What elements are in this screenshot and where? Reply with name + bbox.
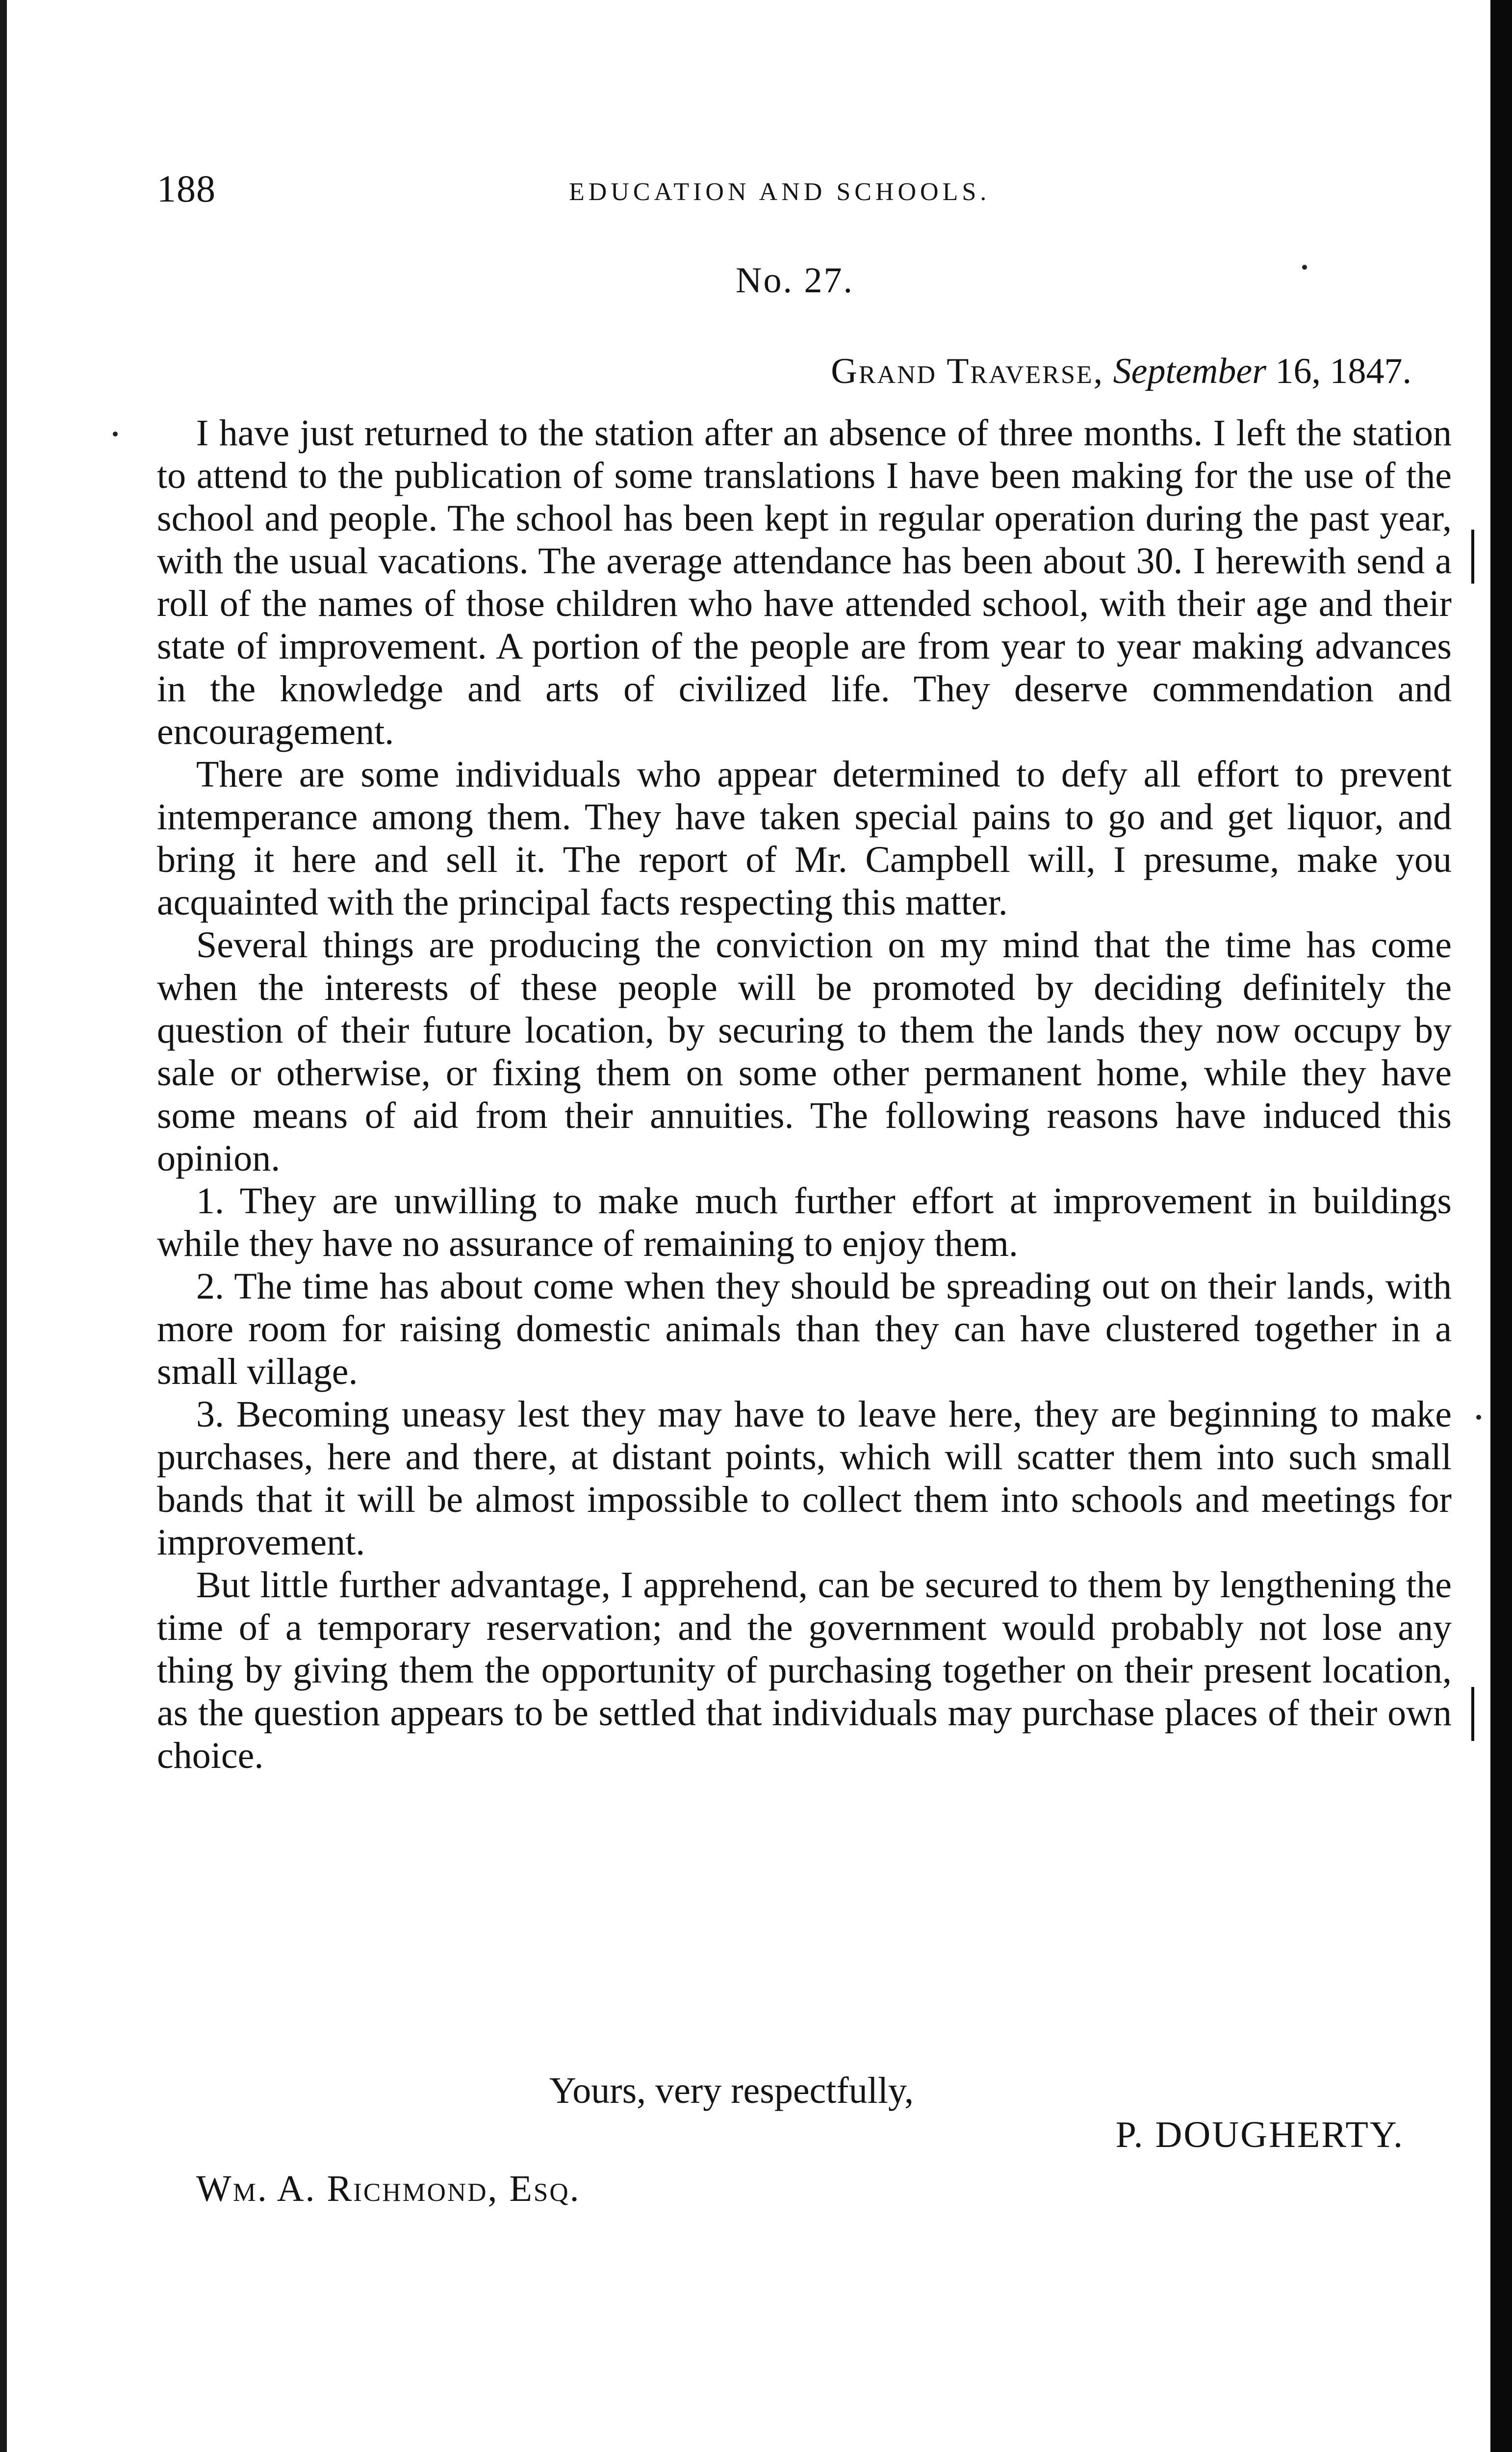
dateline-date: 16, 1847. [1275, 351, 1411, 391]
page-edge-right [1490, 0, 1512, 2452]
paragraph: There are some individuals who appear determined to defy all effort to prevent intemperance among them. They have taken special pains to go and get liquor, and bring it here and sell it. The report of Mr. Campbell will, I presume, make you acquainted with the principal facts respecting this matter. [157, 754, 1452, 923]
paragraph: But little further advantage, I apprehend, can be secured to them by lengthening the time of a temporary reservation; and the government would probably not lose any thing by giving them the opportunity of purchasing together on their present location, as the question appears to be settled that individuals may purchase places of their own choice. [157, 1564, 1452, 1776]
dateline-month: September [1113, 351, 1266, 391]
signature: P. DOUGHERTY. [1115, 2114, 1404, 2155]
page-header [157, 167, 1461, 226]
letter-body [157, 412, 1452, 1777]
margin-mark [1471, 530, 1474, 584]
running-head: EDUCATION AND SCHOOLS. [569, 178, 991, 206]
page-number: 188 [157, 167, 216, 210]
paragraph-reason-1: 1. They are unwilling to make much further effort at improvement in buildings while they have no assurance of remaining to enjoy them. [157, 1180, 1452, 1264]
page-edge-left [0, 0, 7, 2452]
margin-speck [113, 432, 118, 436]
dateline-place: Grand Traverse, [831, 351, 1104, 391]
margin-speck [1476, 1415, 1481, 1420]
closing-salutation: Yours, very respectfully, [549, 2070, 914, 2111]
paragraph-reason-3: 3. Becoming uneasy lest they may have to leave here, they are beginning to make purchases, here and there, at distant points, which will scatter them into such small bands that it will be almost impossible to collect them into schools and meetings for improvement. [157, 1394, 1452, 1563]
paragraph-reason-2: 2. The time has about come when they should be spreading out on their lands, with more room for raising domestic animals than they can have clustered together in a small village. [157, 1266, 1452, 1392]
dateline [831, 351, 1411, 392]
margin-mark [1471, 1687, 1474, 1741]
paragraph: I have just returned to the station after an absence of three months. I left the station to attend to the publication of some translations I have been making for the use of the school and people. The school has been kept in regular operation during the past year, with the usual vacations. The average attendance has been about 30. I herewith send a roll of the names of those children who have attended school, with their age and their state of improvement. A portion of the people are from year to year making advances in the knowledge and arts of civilized life. They deserve commendation and encouragement. [157, 412, 1452, 752]
paragraph: Several things are producing the conviction on my mind that the time has come when the interests of these people will be promoted by deciding definitely the question of their future location, by securing to them the lands they now occupy by sale or otherwise, or fixing them on some other permanent home, while they have some means of aid from their annuities. The following reasons have induced this opinion. [157, 924, 1452, 1179]
document-number: No. 27. [736, 260, 854, 301]
margin-speck [1302, 265, 1307, 270]
addressee: Wm. A. Richmond, Esq. [196, 2168, 581, 2209]
